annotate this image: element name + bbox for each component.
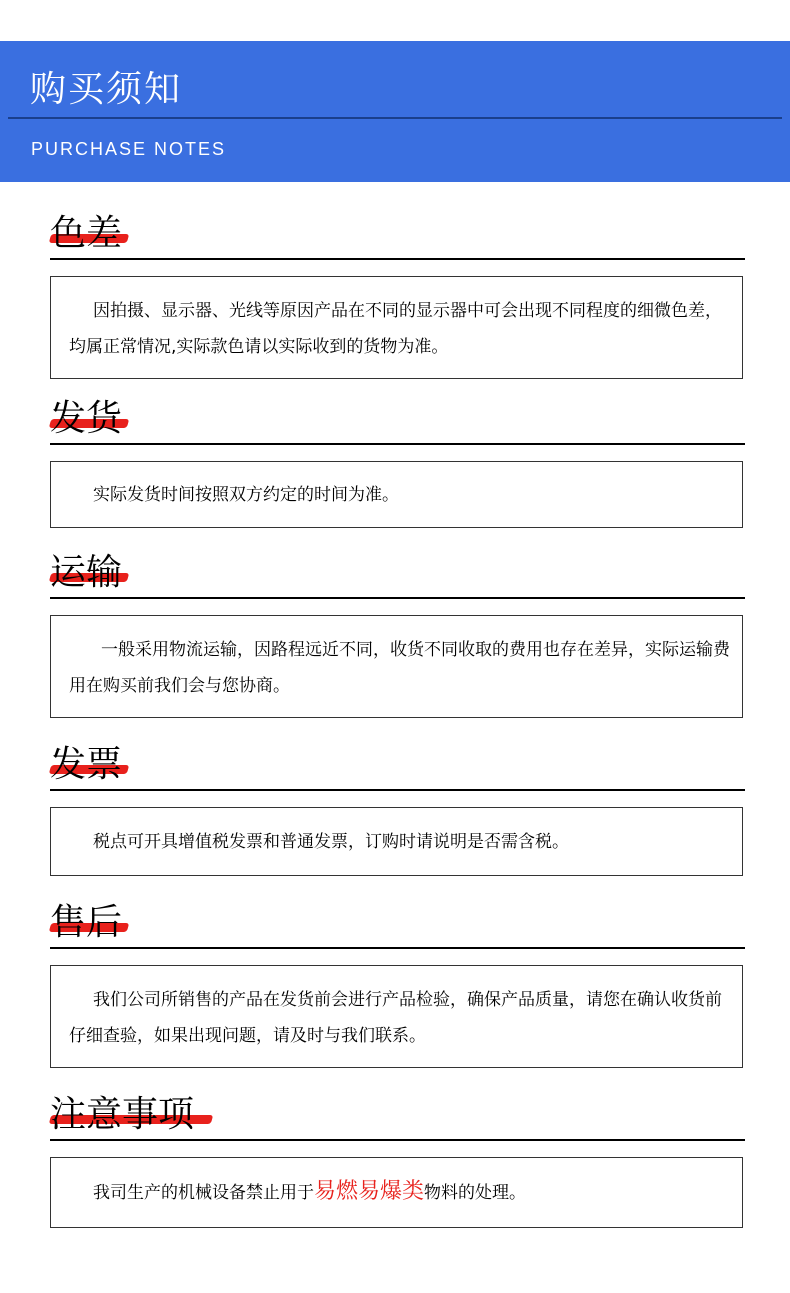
section-content-box (50, 1157, 743, 1228)
section-divider (50, 258, 745, 260)
section-title: 发票 (50, 744, 123, 785)
section-content-box (50, 276, 743, 379)
section-text: 税点可开具增值税发票和普通发票，订购时请说明是否需含税。 (93, 832, 569, 852)
section-title: 注意事项 (50, 1094, 195, 1135)
text-after: 物料的处理。 (424, 1183, 527, 1203)
section-divider (50, 947, 745, 949)
section-divider (50, 789, 745, 791)
section-title: 售后 (50, 902, 123, 943)
section-title: 发货 (50, 398, 123, 439)
section-text: 一般采用物流运输，因路程远近不同，收货不同收取的费用也存在差异，实际运输费用在购买前我们会与您协商。 (69, 640, 730, 696)
section-content-box (50, 461, 743, 528)
section-content-box (50, 965, 743, 1068)
section-text: 因拍摄、显示器、光线等原因产品在不同的显示器中可会出现不同程度的细微色差，均属正常情况,实际款色请以实际收到的货物为准。 (69, 301, 722, 357)
section-content-box (50, 615, 743, 718)
section-title: 色差 (50, 213, 123, 254)
section-text (69, 1174, 724, 1211)
section-divider (50, 1139, 745, 1141)
page-title: 购买须知 (30, 69, 183, 110)
text-before: 我司生产的机械设备禁止用于 (93, 1183, 314, 1203)
section-text: 我们公司所销售的产品在发货前会进行产品检验，确保产品质量，请您在确认收货前仔细查验，如果出现问题，请及时与我们联系。 (69, 990, 722, 1046)
page-subtitle: PURCHASE NOTES (31, 139, 227, 159)
section-text: 实际发货时间按照双方约定的时间为准。 (93, 485, 399, 505)
header-banner (0, 41, 790, 182)
section-divider (50, 597, 745, 599)
section-content-box (50, 807, 743, 876)
warning-highlight: 易燃易爆类 (314, 1179, 425, 1204)
section-title: 运输 (50, 552, 123, 593)
header-divider (8, 117, 782, 119)
section-divider (50, 443, 745, 445)
